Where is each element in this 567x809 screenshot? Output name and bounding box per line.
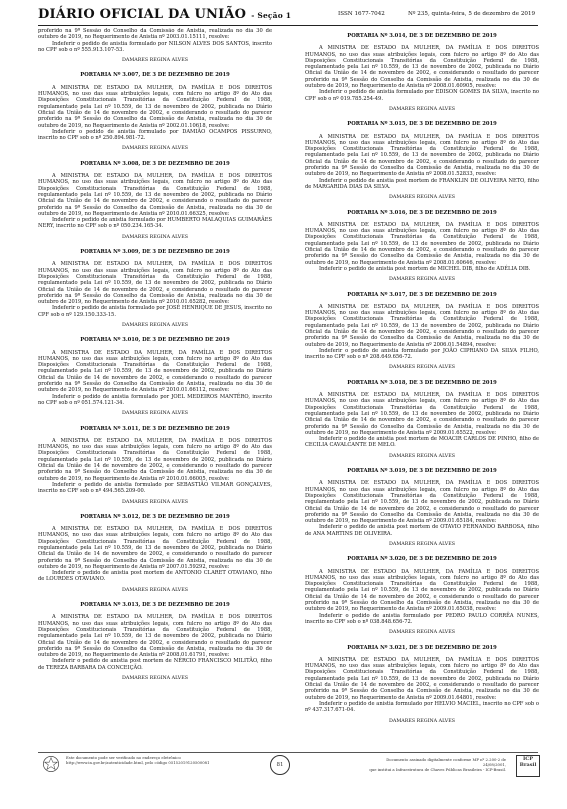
- issn: ISSN 1677-7042: [338, 11, 385, 17]
- signature-note-line: Documento assinado digitalmente conforme MP nº 2.200-2 de 24/08/2001,: [386, 757, 506, 767]
- page-number: 81: [270, 755, 290, 775]
- portaria-title: PORTARIA Nº 3.015, DE 3 DE DEZEMBRO DE 2019: [347, 121, 497, 128]
- paragraph: Indeferir o pedido de anistia post mortem de FRANKLIN DE OLIVEIRA NETO, filho de MARGARIDA DIAS DA SILVA.: [305, 177, 539, 190]
- portaria-title: PORTARIA Nº 3.008, DE 3 DE DEZEMBRO DE 2019: [80, 160, 230, 167]
- signature: DAMARES REGINA ALVES: [122, 587, 188, 593]
- paragraph: Indeferir o pedido de anistia formulado por JOSÉ HENRIQUE DE JESUS, inscrito no CPF sob o nº 129.150.333-15.: [38, 305, 272, 318]
- verification-text: Este documento pode ser verificado no endereço eletrônico: [66, 755, 181, 760]
- page-header: [38, 3, 538, 26]
- paragraph: A MINISTRA DE ESTADO DA MULHER, DA FAMÍLIA E DOS DIREITOS HUMANOS, no uso das suas atribuições legais, com fulcro no artigo 8º do Ato das Disposições Constitucionais Transitórias da Constituição Federal de 1988, regulamentado pela Lei nº 10.559, de 13 de novembro de 2002, publicada no Diário Oficial da União de 14 de novembro de 2002, e considerando o resultado do parecer proferido na 9ª Sessão do Conselho da Comissão de Anistia, realizada no dia 30 de outubro de 2019, no Requerimento de Anistia nº 2008.01.60646, resolve:: [305, 221, 539, 266]
- paragraph: Indeferir o pedido de anistia post mortem de MICHEL DIB, filho de ADÉLIA DIB.: [319, 265, 531, 272]
- signature: DAMARES REGINA ALVES: [389, 277, 455, 283]
- portaria-title: PORTARIA Nº 3.013, DE 3 DE DEZEMBRO DE 2019: [80, 602, 230, 609]
- issue-info: Nº 235, quinta-feira, 5 de dezembro de 2019: [408, 11, 536, 17]
- icp-brasil-logo: ICP Brasil: [516, 755, 540, 777]
- verification-note: [66, 755, 210, 765]
- portaria-title: PORTARIA Nº 3.009, DE 3 DE DEZEMBRO DE 2019: [80, 249, 230, 256]
- signature: DAMARES REGINA ALVES: [122, 146, 188, 152]
- signature: DAMARES REGINA ALVES: [389, 630, 455, 636]
- paragraph: Indeferir o pedido de anistia formulado por EDISON GOMES DA SILVA, inscrito no CPF sob o nº 019.785.254-49.: [305, 89, 539, 102]
- paragraph: Indeferir o pedido de anistia post mortem de OTAVIO FERNANDO BARBOSA, filho de ANA MARTINS DE OLIVEIRA.: [305, 524, 539, 537]
- paragraph: A MINISTRA DE ESTADO DA MULHER, DA FAMÍLIA E DOS DIREITOS HUMANOS, no uso das suas atribuições legais, com fulcro no artigo 8º do Ato das Disposições Constitucionais Transitórias da Constituição Federal de 1988, regulamentado pela Lei nº 10.559, de 13 de novembro de 2002, publicada no Diário Oficial da União de 14 de novembro de 2002, e considerando o resultado do parecer proferido na 9ª Sessão do Conselho da Comissão de Anistia, realizada no dia 30 de outubro de 2019, no Requerimento de Anistia nº 2006.01.54894, resolve:: [305, 303, 539, 348]
- paragraph: A MINISTRA DE ESTADO DA MULHER, DA FAMÍLIA E DOS DIREITOS HUMANOS, no uso das suas atribuições legais, com fulcro no artigo 8º do Ato das Disposições Constitucionais Transitórias da Constituição Federal de 1988, regulamentado pela Lei nº 10.559, de 13 de novembro de 2002, publicada no Diário Oficial da União de 14 de novembro de 2002, e considerando o resultado do parecer proferido na 9ª Sessão do Conselho da Comissão de Anistia, realizada no dia 30 de outubro de 2019, no Requerimento de Anistia nº 2010.01.66325, resolve:: [38, 173, 272, 217]
- portaria-title: PORTARIA Nº 3.021, DE 3 DE DEZEMBRO DE 2019: [347, 644, 497, 651]
- paragraph: Indeferir o pedido de anistia formulado por SEBASTIÃO VILMAR GONÇALVES, inscrito no CPF sob o nº 494.565.209-00.: [38, 481, 272, 495]
- signature: DAMARES REGINA ALVES: [389, 195, 455, 201]
- paragraph: A MINISTRA DE ESTADO DA MULHER, DA FAMÍLIA E DOS DIREITOS HUMANOS, no uso das suas atribuições legais, com fulcro no artigo 8º do Ato das Disposições Constitucionais Transitórias da Constituição Federal de 1988, regulamentado pela Lei nº 10.559, de 13 de novembro de 2002, publicada no Diário Oficial da União de 14 de novembro de 2002, e considerando o resultado do parecer proferido na 9ª Sessão do Conselho da Comissão de Anistia, realizada no dia 30 de outubro de 2019, no Requerimento de Anistia nº 2009.01.64801, resolve:: [305, 656, 539, 701]
- paragraph: A MINISTRA DE ESTADO DA MULHER, DA FAMÍLIA E DOS DIREITOS HUMANOS, no uso das suas atribuições legais, com fulcro no artigo 8º do Ato das Disposições Constitucionais Transitórias da Constituição Federal de 1988, regulamentado pela Lei nº 10.559, de 13 de novembro de 2002, publicada no Diário Oficial da União de 14 de novembro de 2002, e considerando o resultado do parecer proferido na 9ª Sessão do Conselho da Comissão de Anistia, realizada no dia 30 de outubro de 2019, no Requerimento de Anistia nº 2010.01.65282, resolve:: [38, 261, 272, 306]
- paragraph: proferido na 9ª Sessão do Conselho da Comissão de Anistia, realizada no dia 30 de outubro de 2019, no Requerimento de Anistia nº 2003.01.15111, resolve:: [38, 28, 272, 41]
- signature: DAMARES REGINA ALVES: [389, 106, 455, 112]
- portaria-title: PORTARIA Nº 3.010, DE 3 DE DEZEMBRO DE 2019: [80, 337, 230, 344]
- portaria-title: PORTARIA Nº 3.007, DE 3 DE DEZEMBRO DE 2019: [80, 72, 230, 79]
- paragraph: A MINISTRA DE ESTADO DA MULHER, DA FAMÍLIA E DOS DIREITOS HUMANOS, no uso das suas atribuições legais, com fulcro no artigo 8º do Ato das Disposições Constitucionais Transitórias da Constituição Federal de 1988, regulamentado pela Lei nº 10.559, de 13 de novembro de 2002, publicada no Diário Oficial da União de 14 de novembro de 2002, e considerando o resultado do parecer proferido na 9ª Sessão do Conselho da Comissão de Anistia, realizada no dia 30 de outubro de 2019, no Requerimento de Anistia nº 2002.01.10618, resolve:: [38, 84, 272, 129]
- signature: DAMARES REGINA ALVES: [122, 234, 188, 240]
- portaria-title: PORTARIA Nº 3.020, DE 3 DE DEZEMBRO DE 2019: [347, 556, 497, 563]
- paragraph: Indeferir o pedido de anistia formulado por DAMIÃO OCAMPOS PISSURNO, inscrito no CPF sob o nº 250.894.981-72.: [38, 128, 272, 142]
- portaria-title: PORTARIA Nº 3.014, DE 3 DE DEZEMBRO DE 2019: [347, 33, 497, 39]
- signature: DAMARES REGINA ALVES: [122, 411, 188, 417]
- paragraph: A MINISTRA DE ESTADO DA MULHER, DA FAMÍLIA E DOS DIREITOS HUMANOS, no uso das suas atribuições legais, com fulcro no artigo 8º do Ato das Disposições Constitucionais Transitórias da Constituição Federal de 1988, regulamentado pela Lei nº 10.559, de 13 de novembro de 2002, publicada no Diário Oficial da União de 14 de novembro de 2002, e considerando o resultado do parecer proferido na 9ª Sessão do Conselho da Comissão de Anistia, realizada no dia 30 de outubro de 2019, no Requerimento de Anistia nº 2008.01.52833, resolve:: [305, 133, 539, 178]
- left-column: [38, 28, 272, 728]
- signature-note: [366, 757, 506, 772]
- verification-link[interactable]: http://www.in.gov.br/autenticidade.html, pelo código 05152019120500081: [66, 760, 210, 765]
- signature: DAMARES REGINA ALVES: [389, 542, 455, 547]
- paragraph: Indeferir o pedido de anistia formulado por JOÃO CIPRIANO DA SILVA FILHO, inscrito no CPF sob o nº 208.649.656-72.: [305, 347, 539, 361]
- paragraph: Indeferir o pedido de anistia formulado por HUMBERTO MALAQUIAS GUIMARÃES NERY, inscrito no CPF sob o nº 050.234.165-34.: [38, 217, 272, 230]
- signature-note-line: que institui a Infraestrutura de Chaves Públicas Brasileira - ICP-Brasil.: [369, 767, 506, 772]
- paragraph: A MINISTRA DE ESTADO DA MULHER, DA FAMÍLIA E DOS DIREITOS HUMANOS, no uso das suas atribuições legais, com fulcro no artigo 8º do Ato das Disposições Constitucionais Transitórias da Constituição Federal de 1988, regulamentado pela Lei nº 10.559, de 13 de novembro de 2002, publicada no Diário Oficial da União de 14 de novembro de 2002, e considerando o resultado do parecer proferido na 9ª Sessão do Conselho da Comissão de Anistia, realizada no dia 30 de outubro de 2019, no Requerimento de Anistia nº 2008.01.60905, resolve:: [305, 45, 539, 90]
- paragraph: A MINISTRA DE ESTADO DA MULHER, DA FAMÍLIA E DOS DIREITOS HUMANOS, no uso das suas atribuições legais, com fulcro no artigo 8º do Ato das Disposições Constitucionais Transitórias da Constituição Federal de 1988, regulamentado pela Lei nº 10.559, de 13 de novembro de 2002, publicada no Diário Oficial da União de 14 de novembro de 2002, e considerando o resultado do parecer proferido na 9ª Sessão do Conselho da Comissão de Anistia, realizada no dia 30 de outubro de 2019, no Requerimento de Anistia nº 2009.01.65184, resolve:: [305, 480, 539, 525]
- signature: DAMARES REGINA ALVES: [122, 58, 188, 64]
- portaria-title: PORTARIA Nº 3.016, DE 3 DE DEZEMBRO DE 2019: [347, 209, 497, 216]
- signature: DAMARES REGINA ALVES: [122, 322, 188, 328]
- paragraph: A MINISTRA DE ESTADO DA MULHER, DA FAMÍLIA E DOS DIREITOS HUMANOS, no uso das suas atribuições legais, com fulcro no artigo 8º do Ato das Disposições Constitucionais Transitórias da Constituição Federal de 1988, regulamentado pela Lei nº 10.559, de 13 de novembro de 2002, publicada no Diário Oficial da União de 14 de novembro de 2002, e considerando o resultado do parecer proferido na 9ª Sessão do Conselho da Comissão de Anistia, realizada no dia 30 de outubro de 2019, no Requerimento de Anistia nº 2009.01.65038, resolve:: [305, 568, 539, 613]
- signature: DAMARES REGINA ALVES: [122, 499, 188, 505]
- portaria-title: PORTARIA Nº 3.018, DE 3 DE DEZEMBRO DE 2019: [347, 379, 497, 386]
- signature: DAMARES REGINA ALVES: [389, 365, 455, 371]
- paragraph: A MINISTRA DE ESTADO DA MULHER, DA FAMÍLIA E DOS DIREITOS HUMANOS, no uso das suas atribuições legais, com fulcro no artigo 8º do Ato das Disposições Constitucionais Transitórias da Constituição Federal de 1988, regulamentado pela Lei nº 10.559, de 13 de novembro de 2002, publicada no Diário Oficial da União de 14 de novembro de 2002, e considerando o resultado do parecer proferido na 9ª Sessão do Conselho da Comissão de Anistia, realizada no dia 30 de outubro de 2019, no Requerimento de Anistia nº 2010.01.66005, resolve:: [38, 437, 272, 482]
- right-column: [305, 28, 539, 728]
- newspaper-title: DIÁRIO OFICIAL DA UNIÃO - Seção 1: [38, 7, 292, 22]
- paragraph: A MINISTRA DE ESTADO DA MULHER, DA FAMÍLIA E DOS DIREITOS HUMANOS, no uso das suas atribuições legais, com fulcro no artigo 8º do Ato das Disposições Constitucionais Transitórias da Constituição Federal de 1988, regulamentado pela Lei nº 10.559, de 13 de novembro de 2002, publicada no Diário Oficial da União de 14 de novembro de 2002, e considerando o resultado do parecer proferido na 9ª Sessão do Conselho da Comissão de Anistia, realizada no dia 30 de outubro de 2019, no Requerimento de Anistia nº 2010.01.66112, resolve:: [38, 349, 272, 394]
- paragraph: Indeferir o pedido de anistia post mortem de ANTONIO CLARET OTAVIANO, filho de LOURDES OTAVIANO.: [38, 570, 272, 583]
- paragraph: Indeferir o pedido de anistia formulado por JOEL MEDEIROS MANTÉRO, inscrito no CPF sob o nº 051.574.121-34.: [38, 393, 272, 406]
- paragraph: Indeferir o pedido de anistia post mortem de MOACIR CARLOS DE PINHO, filho de CECILIA CAVALCANTE DE MELO.: [305, 436, 539, 449]
- paragraph: A MINISTRA DE ESTADO DA MULHER, DA FAMÍLIA E DOS DIREITOS HUMANOS, no uso das suas atribuições legais, com fulcro no artigo 8º do Ato das Disposições Constitucionais Transitórias da Constituição Federal de 1988, regulamentado pela Lei nº 10.559, de 13 de novembro de 2002, publicada no Diário Oficial da União de 14 de novembro de 2002, e considerando o resultado do parecer proferido na 9ª Sessão do Conselho da Comissão de Anistia, realizada no dia 30 de outubro de 2019, no Requerimento de Anistia nº 2008.01.61791, resolve:: [38, 614, 272, 659]
- coat-of-arms-icon: [42, 755, 60, 773]
- paragraph: A MINISTRA DE ESTADO DA MULHER, DA FAMÍLIA E DOS DIREITOS HUMANOS, no uso das suas atribuições legais, com fulcro no artigo 8º do Ato das Disposições Constitucionais Transitórias da Constituição Federal de 1988, regulamentado pela Lei nº 10.559, de 13 de novembro de 2002, publicada no Diário Oficial da União de 14 de novembro de 2002, e considerando o resultado do parecer proferido na 9ª Sessão do Conselho da Comissão de Anistia, realizada no dia 30 de outubro de 2019, no Requerimento de Anistia nº 2009.01.65522, resolve:: [305, 392, 539, 436]
- portaria-title: PORTARIA Nº 3.017, DE 3 DE DEZEMBRO DE 2019: [347, 291, 497, 298]
- signature: DAMARES REGINA ALVES: [389, 453, 455, 459]
- paragraph: Indeferir o pedido de anistia formulado por NILSON ALVES DOS SANTOS, inscrito no CPF sob o nº 555.913.107-53.: [38, 40, 272, 53]
- portaria-title: PORTARIA Nº 3.019, DE 3 DE DEZEMBRO DE 2019: [347, 468, 497, 475]
- section-label: - Seção 1: [251, 11, 292, 20]
- portaria-title: PORTARIA Nº 3.011, DE 3 DE DEZEMBRO DE 2019: [80, 425, 230, 432]
- signature: DAMARES REGINA ALVES: [389, 718, 455, 724]
- paragraph: A MINISTRA DE ESTADO DA MULHER, DA FAMÍLIA E DOS DIREITOS HUMANOS, no uso das suas atribuições legais, com fulcro no artigo 8º do Ato das Disposições Constitucionais Transitórias da Constituição Federal de 1988, regulamentado pela Lei nº 10.559, de 13 de novembro de 2002, publicada no Diário Oficial da União de 14 de novembro de 2002, e considerando o resultado do parecer proferido na 9ª Sessão do Conselho da Comissão de Anistia, realizada no dia 30 de outubro de 2019, no Requerimento de Anistia nº 2007.01.59292, resolve:: [38, 526, 272, 570]
- page-footer: [38, 752, 538, 779]
- paragraph: Indeferir o pedido de anistia post mortem de NÉRCIO FRANCISCO MILITÃO, filho de TEREZA BARBARA DA CONCEIÇÃO.: [38, 658, 272, 671]
- portaria-title: PORTARIA Nº 3.012, DE 3 DE DEZEMBRO DE 2019: [80, 513, 230, 520]
- paragraph: Indeferir o pedido de anistia formulado por PEDRO PAULO CORRÊA NUNES, inscrito no CPF sob o nº 038.848.656-72.: [305, 612, 539, 625]
- paragraph: Indeferir o pedido de anistia formulado por HELVIO MACIEL, inscrito no CPF sob o nº 437.317.671-04.: [305, 700, 539, 714]
- signature: DAMARES REGINA ALVES: [122, 676, 188, 682]
